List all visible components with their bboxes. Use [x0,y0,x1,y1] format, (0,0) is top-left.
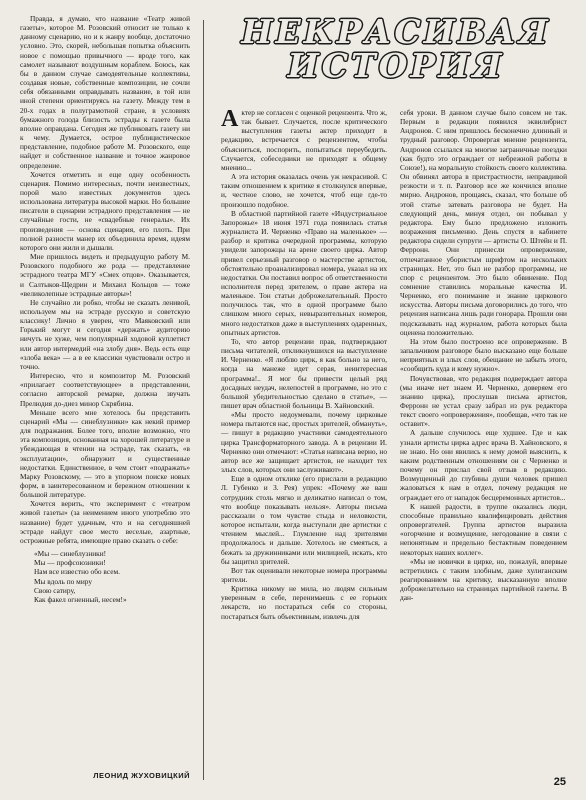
article-title [228,14,564,84]
paragraph: Критика никому не мила, но людям сильным уверенным в себе, перенимаешь с ее горьких лекарств, но постараться себя со стороны, постараться быть объективным, извлечь для [221,584,387,621]
paragraph: А дальше случилось еще худшее. Где и как узнали артисты цирка адрес врача В. Хайновского, я не знаю. Но они явились к нему домой выяснить, к каким родственным отношениям он с Черненко и почему он прислал свой отзыв в редакцию. Возмущенный до глубины души человек пришел жаловаться к нам в отдел, почему редакция не ограждает его от нападок бесцеремонных артистов... [400,428,567,502]
lead-text: ктер не согласен с оценкой рецензента. Что ж, так бывает. Случается, после критического выступления газеты актер приходит в редакцию, встречается с рецензентом, чтобы объясниться, поспорить, попытаться переубедить. Случается, собеседники не приходят к общему мнению... [221,108,387,172]
poem-line: Мы вдоль по миру [34,576,93,586]
poem-line: Как факел огненный, несем!» [34,594,127,604]
paragraph: Мне пришлось видеть и предыдущую работу М. Розовского подобного же рода — представление эстрадного театра МГУ «Смех отцов». Оказывается, и Салтыков-Щедрин и Михаил Кольцов — тоже «великолепные эстрадные авторы»! [20,252,190,298]
paragraph: «Мы не новички в цирке, но, пожалуй, впервые встретились с таким злобным, даже хулиганским реагированием на критику, высказанную вполне доброжелательно на страницах партийной газеты. В дан- [400,556,567,603]
paragraph: К нашей радости, в труппе оказались люди, способные правильно квалифицировать действия опровергателей. Группа артистов выразила «огорчение и возмущение, негодование в связи с непонятным и предельно бестактным поведением некоторых наших коллег». [400,501,567,557]
paragraph: «Мы просто недоумевали, почему цирковые номера пытаются нас, простых зрителей, обмануть», — пишут в редакцию участники самодеятельного цирка Трансформаторного завода. А в рецензии И. Черненко они отмечают: «Статья написана верно, но автор все же защищает артистов, не находит тех злых слов, которых они заслуживают». [221,410,387,475]
column-divider [203,20,204,780]
poem-line: «Мы — синеблузники! [34,549,107,559]
middle-article-column [221,108,387,800]
paragraph: Еще в одном отклике (его прислали в редакцию Л. Губенко и З. Рея) упрек: «Почему же ваш сотрудник столь мягко и деликатно написал о том, что вообще показывать нельзя». Авторы письма рассказали о том чувстве стыда и неловкости, которое испытали, когда выступали две артистки с чтением мыслей... Глумление над зрителями продолжалось и дальше. Хотелось не смеяться, а бежать за дружинниками или милицией, искать, кто бы защитил зрителей. [221,474,387,566]
paragraph: Хочется отметить и еще одну особенность сценария. Помимо интересных, почти неизвестных, порой мало известных документов здесь использована литература высокой марки. Но большие писатели в сценарии эстрадного представления — не случайные гости, не «свадебные генералы». Их произведения — основа сценария, его плоть. При полной разности манер их объединила время, идеям которого они жили и дышали. [20,169,190,252]
page-number: 25 [553,776,566,788]
paragraph: Вот так оценивали некоторые номера программы зрители. [221,565,387,584]
paragraph: Хочется верить, что эксперимент с «театром живой газеты» (за неимением иного употреблю это название) будет удачным, что и на сегодняшней эстраде найдут свое место веселые, азартные, острожные ребята, имеющие право сказать о себе: [20,499,190,545]
article-author: ЛЕОНИД ЖУХОВИЦКИЙ [93,770,190,780]
poem-line: Свою сатиру, [34,585,76,595]
paragraph: На этом было построено все опровержение. В запальчивом разговоре было высказано еще больше неприятных и злых слов, обещание не забыть этого, «сообщить куда и кому нужно». [400,336,567,374]
paragraph: В областной партийной газете «Индустриальное Запорожье» 18 июня 1971 года появилась статья журналиста И. Черненко «Право на маленькое» — разбор и критика очередной программы, которую увидели запорожцы на арене своего цирка. Автор привел серьезный разговор о мастерстве артистов, обстоятельно проанализировал номера, указал на их недостатки. Он поставил вопрос об ответственности исполнителя перед зрителем, о праве актера на маленькое. Тон статьи доброжелательный. Просто получилось так, что в одной программе было слишком много серых, невыразительных номеров, много недостатков даже в выступлениях одаренных, опытных артистов. [221,208,387,337]
poem-line: Нам все известно обо всем. [34,567,120,577]
paragraph: А эта история оказалась очень уж некрасивой. С таким отношением к критике я столкнулся впервые, и, честное слово, не хочется, чтоб еще где-то произошло подобное. [221,172,387,209]
right-article-column [400,108,567,800]
paragraph: Правда, я думаю, что название «Театр живой газеты», которое М. Розовский относит не только к данному сценарию, но и к жанру вообще, достаточно условно. Это, скорей, небольшая попытка объяснить новое с помощью привычного — вроде того, как самолет называют воздушным кораблем. Боюсь, как бы в данном случае самодеятельные коллективы, создавая новые, собственные композиции, не сочли себя обязанными оправдывать название, в той или иной степени ориентируясь на газету. Между тем в 20-х годах в полуграмотной стране, в условиях бумажного голода близость эстрады к газете была вполне оправдана. Сегодня же публиковать газету ни к чему. Думается, острое публицистическое представление, подобное работе М. Розовского, еще найдет и собственное название и точное жанровое определение. [20,14,190,170]
paragraph: Почувствовав, что редакция подверждает автора (мы иначе нет знаем И. Черненко, доверяем его знанию цирка), прослушав письма артистов, Ферронн не устал сразу забрал из рук редактора текст своего «опровержения», пообещав, «что так не оставит». [400,373,567,429]
poem-quote [34,549,190,604]
paragraph: То, что автор рецензии прав, подтверждают письма читателей, откликнувшихся на выступление И. Черненко. «Я люблю цирк, я как больно за него, когда на манеже идет серая, неинтересная программа!.. Я мог бы привести целый ряд досадных неудач, нелепостей в программе, но это с большой убедительностью сделано в статье», — пишет врач областной больницы В. Хайновский. [221,336,387,410]
poem-line: Мы — профсоюзники! [34,558,106,568]
drop-cap: А [221,108,239,132]
title-line-1: НЕКРАСИВАЯ [241,12,551,51]
paragraph: Интересно, что и композитор М. Розовский «прилагает соответствующее» в представлении, согласно авторской ремарке, должна звучать Прелюдия до-диез минор Скрябина. [20,371,190,408]
paragraph: Не случайно ли робко, чтобы не сказать ленивой, используем мы на эстраде русскую и советскую классику! Лично я уверен, что Маяковский или Горький могут и сегодня «держать» аудиторию ничуть не хуже, чем популярный ходовой куплетист или автор интермедий «на злобу дня». Ведь есть еще «злоба века» — а в ее классики чувствовали остро и точно. [20,297,190,371]
paragraph: Меньше всего мне хотелось бы представить сценарий «Мы — синеблузники» как некий пример для подражания. Более того, вполне возможно, что эта композиция, основанная на хорошей литературе и убеждающая в чтении на эстраде, так сказать, «в эксплуатации», обнаружит и существенные недостатки. Единственное, в чем стоит «подражать» Марку Розовскому, — это в упорном поиске новых форм, в заинтересованном и бережном отношении к большой литературе. [20,407,190,500]
title-line-2: ИСТОРИЯ [287,46,505,85]
paragraph: себя уроки. В данном случае было совсем не так. Первым в редакции появился эквилибрист Андронов. С ним пришлось бесконечно длинный и трудный разговор. Опровергая мнение рецензента, Андронов ссылался на многие заграничные поездки (как будто это ограждает от небрежной работы в Союзе!), на моральную стойкость своего коллектива. Он обвинял автора в пристрастности, неправдивой резкости и т. п. Разговор все же кончился вполне мирно. Андронов, прощаясь, сказал, что больше об этой статье затевать разговора не будет. На следующий день, минуя отдел, он побывал у редактора. Ему было предложено изложить возражения письменно. День спустя в кабинете редактора сидели супруги — артисты О. Штейн и П. Ферронн. Они принесли опровержение, отпечатанное убористым шрифтом на нескольких страницах. Нет, это был не разбор программы, не спор с рецензентом. Это было обвинение. Под сомнение ставились моральные качества И. Черненко, его понимание и знание циркового искусства. Авторы письма договорились до того, что рецензия написана лишь ради гонорара. Прошли они подсказывать над журналом, работа которых была оценена положительно. [400,108,567,337]
lead-paragraph [221,108,387,172]
left-article-column [20,14,190,786]
